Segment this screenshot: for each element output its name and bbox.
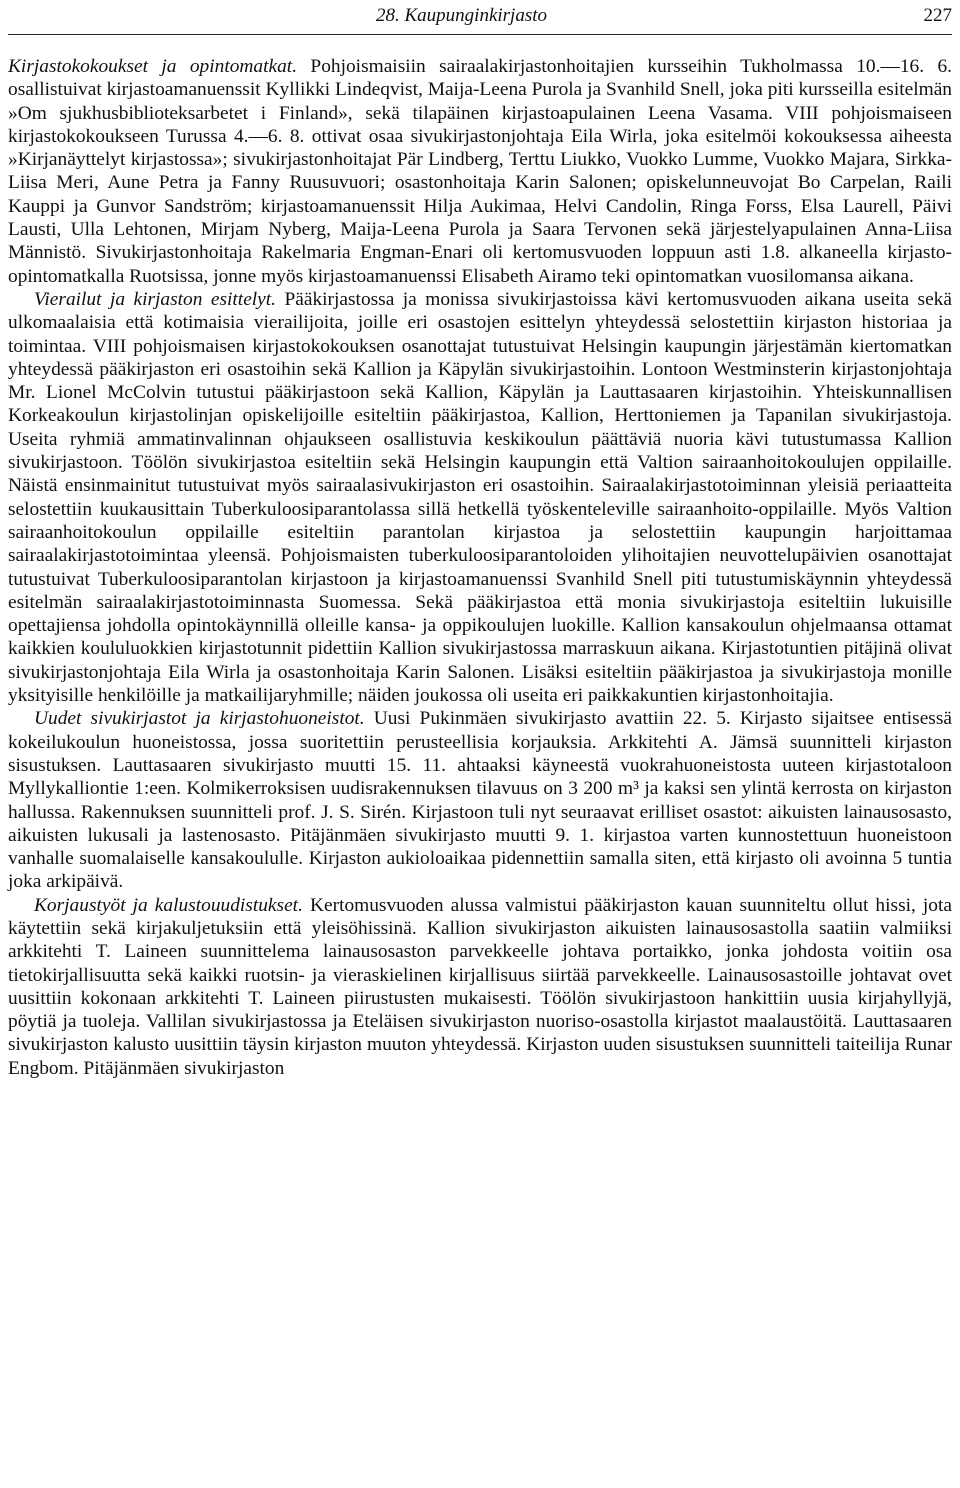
running-head: [8, 0, 952, 35]
paragraph-heading: Kirjastokokoukset ja opintomatkat.: [8, 56, 298, 77]
page: [8, 0, 952, 1488]
paragraph-uudet-sivukirjastot: [8, 707, 952, 893]
paragraph-text: Kertomusvuoden alussa valmistui pääkirjaston kauan suunniteltu ollut hissi, jota käytettiin sekä kirjakuljetuksiin että yleisöhissinä. Kallion sivukirjaston aikuisten lainausosastolla saatiin valmiiksi arkkitehti T. Laineen suunnittelema lainausosaston parvekkeelle johtava portaikko, jonka johdosta voitiin osa tietokirjallisuutta sekä kaikki ruotsin- ja vieraskielinen kirjallisuus siirtää parvekkeelle. Lainausosastoille johtavat ovet uusittiin kokonaan arkkitehti T. Laineen piirustusten mukaisesti. Töölön sivukirjastoon hankittiin uusia kirjahyllyjä, pöytiä ja tuoleja. Vallilan sivukirjastossa ja Eteläisen sivukirjaston nuoriso-osastolla kirjastot maalaustöitä. Lauttasaaren sivukirjaston kalusto uusittiin täysin kirjaston muuton yhteydessä. Kirjaston uuden sisustuksen suunnitteli taiteilija Runar Engbom. Pitäjänmäen sivukirjaston: [8, 894, 952, 1079]
paragraph-text: Uusi Pukinmäen sivukirjasto avattiin 22. 5. Kirjasto sijaitsee entisessä kokeilukoulun huoneistossa, jossa suoritettiin perusteellisia korjauksia. Arkkitehti A. Jämsä suunnitteli kirjaston sisustuksen. Lauttasaaren sivukirjasto muutti 15. 11. ahtaaksi käyneestä vuokrahuoneistosta uuteen kirjastotaloon Myllykalliontie 1:een. Kolmikerroksisen uudisrakennuksen tilavuus on 3 200 m³ ja kaksi sen ylintä kerrosta on kirjaston hallussa. Rakennuksen suunnitteli prof. J. S. Sirén. Kirjastoon tuli nyt seuraavat erilliset osastot: aikuisten lainausosasto, aikuisten lukusali ja lastenosasto. Pitäjänmäen sivukirjasto muutti 9. 1. kirjastoa varten kunnostettuun huoneistoon vanhalle suomalaiselle kansakoululle. Kirjaston aukioloaikaa pidennettiin samalla siten, että kirjasto oli avoinna 5 tuntia joka arkipäivä.: [8, 708, 952, 893]
paragraph-heading: Korjaustyöt ja kalustouudistukset.: [34, 894, 303, 916]
paragraph-korjaustyot: [8, 894, 952, 1080]
running-head-title: 28. Kaupunginkirjasto: [376, 5, 548, 26]
body-text: [8, 55, 952, 1080]
paragraph-heading: Uudet sivukirjastot ja kirjastohuoneistot.: [34, 708, 365, 730]
page-number: 227: [923, 5, 952, 26]
paragraph-heading: Vierailut ja kirjaston esittelyt.: [34, 288, 277, 310]
paragraph-vierailut: [8, 288, 952, 707]
paragraph-kirjastokokoukset: [8, 55, 952, 288]
paragraph-text: Pohjoismaisiin sairaalakirjastonhoitajien kursseihin Tukholmassa 10.—16. 6. osallistuivat kirjastoamanuenssit Kyllikki Lindeqvist, Maija-Leena Purola ja Svanhild Snell, joka piti kursseilla esitelmän »Om sjukhusbiblioteksarbetet i Finland», sekä tilapäinen kirjastoapulainen Leena Vasama. VIII pohjoismaiseen kirjastokokoukseen Turussa 4.—6. 8. ottivat osaa sivukirjastonjohtaja Eila Wirla, joka esitelmöi kokouksessa aiheesta »Kirjanäyttelyt kirjastossa»; sivukirjastonhoitajat Pär Lindberg, Terttu Liukko, Vuokko Lumme, Vuokko Majara, Sirkka-Liisa Meri, Aune Petra ja Fanny Ruusuvuori; osastonhoitaja Karin Salonen; opiskelunneuvojat Bo Carpelan, Raili Kauppi ja Gunvor Sandström; kirjastoamanuenssit Hilja Aukimaa, Helvi Candolin, Ringa Forss, Elsa Laurell, Päivi Lausti, Ulla Lehtonen, Mirjam Nyberg, Maija-Leena Purola ja Saara Tervonen sekä järjestelyapulainen Anna-Liisa Männistö. Sivukirjastonhoitaja Rakelmaria Engman-Enari oli kertomusvuoden loppuun asti 1.8. alkaneella kirjasto-opintomatkalla Ruotsissa, jonne myös kirjastoamanuenssi Elisabeth Airamo teki opintomatkan vuosilomansa aikana.: [8, 56, 952, 287]
paragraph-text: Pääkirjastossa ja monissa sivukirjastoissa kävi kertomusvuoden aikana useita sekä ulkomaalaisia että kotimaisia vierailijoita, joille eri osastojen esittelyn yhteydessä selostettiin kirjaston historiaa ja toimintaa. VIII pohjoismaisen kirjastokokouksen osanottajat tutustuivat Helsingin kaupungin järjestämän kiertomatkan yhteydessä pääkirjaston eri osastoihin sekä Kallion ja Käpylän sivukirjastoihin. Lontoon Westminsterin kirjastonjohtaja Mr. Lionel McColvin tutustui pääkirjastoon sekä Kallion, Käpylän ja Lauttasaaren kirjastoihin. Yhteiskunnallisen Korkeakoulun kirjastolinjan opiskelijoille esiteltiin pääkirjastoa, Kallion, Herttoniemen ja Tapanilan sivukirjastoja. Useita ryhmiä ammatinvalinnan ohjaukseen osallistuvia keskikoulun päättäviä nuoria kävi tutustumassa Kallion sivukirjastoon. Töölön sivukirjastoa esiteltiin sekä Helsingin kaupungin että Valtion sairaanhoitokoulujen oppilaille. Näistä ensinmainitut tutustuivat myös sairaalasivukirjaston eri osastoihin. Sairaalakirjastotoiminnan yleisiä periaatteita selostettiin kuukausittain Tuberkuloosiparantolassa sillä hetkellä työskenteleville sairaanhoito-oppilaille. Myös Valtion sairaanhoitokoulun oppilaille esiteltiin parantolan kirjastoa ja selostettiin kaupungin harjoittamaa sairaalakirjastotoimintaa yleensä. Pohjoismaisten tuberkuloosiparantoloiden ylihoitajien neuvottelupäivien osanottajat tutustuivat Tuberkuloosiparantolan kirjastoon ja kirjastoamanuenssi Svanhild Snell piti tutustumiskäynnin yhteydessä esitelmän sairaalakirjastotoiminnasta Suomessa. Sekä pääkirjastoa että monia sivukirjastoja esiteltiin lukuisille opettajiensa johdolla opintokäynnillä olleille kansa- ja oppikoulujen luokille. Kallion kansakoulun ohjelmaansa ottamat kaikkien koululuokkien kirjastotunnit pidettiin Kallion sivukirjastossa marraskuun aikana. Kirjastotuntien pitäjinä olivat sivukirjastonjohtaja Eila Wirla ja osastonhoitaja Karin Salonen. Lisäksi esiteltiin pääkirjastoa ja sivukirjastoja monille yksityisille henkilöille ja matkailijaryhmille; näiden joukossa oli useita eri paikkakuntien kirjastonhoitajia.: [8, 288, 952, 707]
